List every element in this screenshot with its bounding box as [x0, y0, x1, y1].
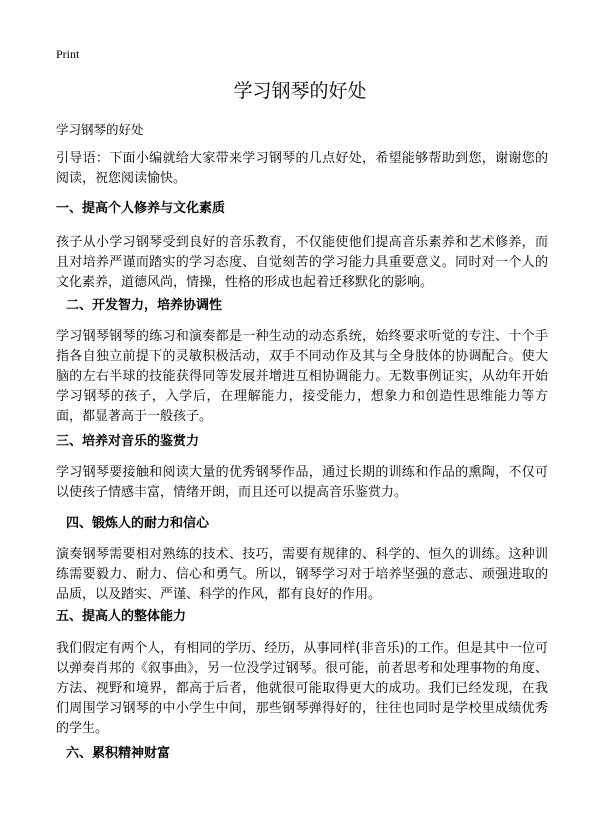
- section-heading-3: 三、培养对音乐的鉴赏力: [56, 434, 200, 449]
- section-body-4: 演奏钢琴需要相对熟练的技术、技巧，需要有规律的、科学的、恒久的训练。这种训练需要毅力、耐力、信心和勇气。所以，钢琴学习对于培养坚强的意志、顽强进取的品质，以及踏实、严谨、科学的作风，都有良好的作用。: [56, 547, 548, 602]
- intro-paragraph: 引导语：下面小编就给大家带来学习钢琴的几点好处，希望能够帮助到您，谢谢您的阅读，祝您阅读愉快。: [56, 151, 548, 186]
- page-title: 学习钢琴的好处: [233, 80, 367, 102]
- section-heading-5: 五、提高人的整体能力: [56, 609, 187, 624]
- section-body-2: 学习钢琴钢琴的练习和演奏都是一种生动的动态系统，始终要求听觉的专注、十个手指各自独立前提下的灵敏积极活动，双手不同动作及其与全身肢体的协调配合。使大脑的左右半球的技能获得同等发展并增进互相协调能力。无数事例证实，从幼年开始学习钢琴的孩子，入学后，在理解能力，接受能力，想象力和创造性思维能力等方面，都显著高于一般孩子。: [56, 329, 548, 424]
- document-subtitle: 学习钢琴的好处: [56, 122, 144, 137]
- print-label: Print: [56, 47, 80, 61]
- section-body-1: 孩子从小学习钢琴受到良好的音乐教育，不仅能使他们提高音乐素养和艺术修养，而且对培养严谨而踏实的学习态度、自觉刻苦的学习能力具重要意义。同时对一个人的文化素养，道德风尚，情操，性格的形成也起着迁移默化的影响。: [56, 235, 548, 290]
- section-heading-4: 四、锻炼人的耐力和信心: [66, 516, 210, 531]
- section-heading-1: 一、提高个人修养与文化素质: [56, 201, 226, 216]
- section-body-5: 我们假定有两个人，有相同的学历、经历，从事同样(非音乐)的工作。但是其中一位可以弹奏肖邦的《叙事曲》，另一位没学过钢琴。很可能，前者思考和处理事物的角度、方法、视野和境界，都高于后者，他就很可能取得更大的成功。我们已经发现，在我们周围学习钢琴的中小学生中间，那些钢琴弹得好的，往往也同时是学校里成绩优秀的学生。: [56, 641, 548, 736]
- section-body-3: 学习钢琴要接触和阅读大量的优秀钢琴作品，通过长期的训练和作品的熏陶，不仅可以使孩子情感丰富，情绪开朗，而且还可以提高音乐鉴赏力。: [56, 465, 548, 500]
- section-heading-6: 六、累积精神财富: [66, 746, 171, 761]
- section-heading-2: 二、开发智力，培养协调性: [66, 298, 223, 313]
